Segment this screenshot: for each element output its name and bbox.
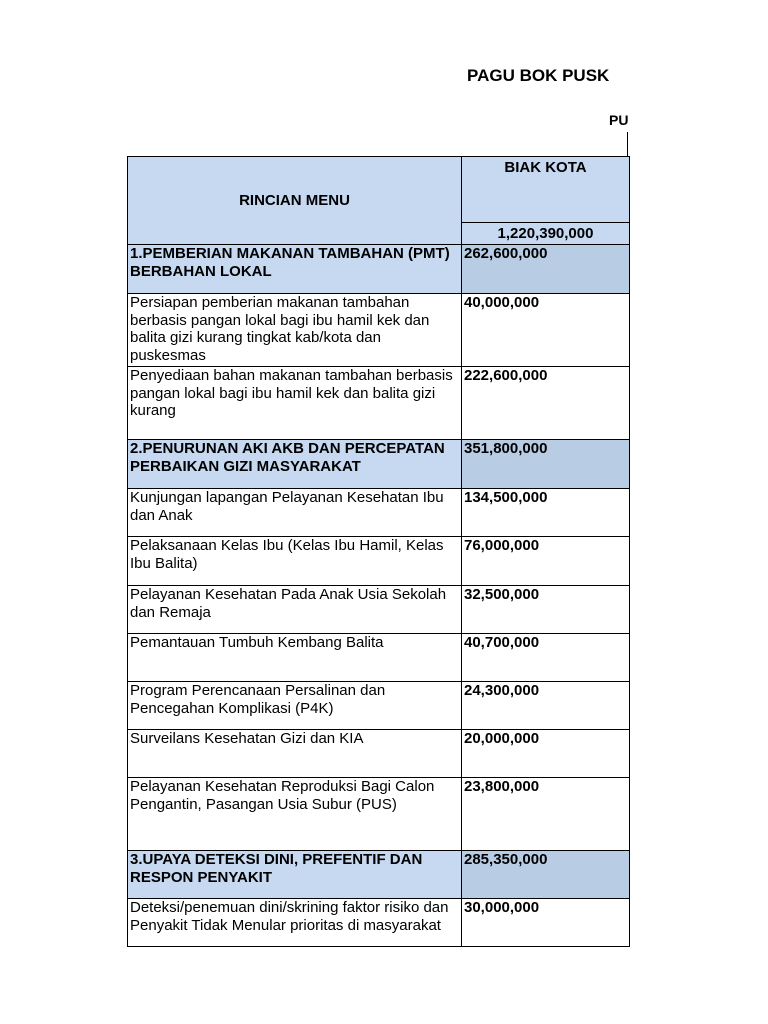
amount-cell: 222,600,000 — [462, 367, 630, 440]
table-row — [128, 586, 630, 634]
amount-cell: 40,700,000 — [462, 634, 630, 682]
table-row — [128, 489, 630, 537]
amount-cell: 24,300,000 — [462, 682, 630, 730]
menu-column-header: RINCIAN MENU — [128, 157, 462, 245]
section-row — [128, 245, 630, 294]
menu-item-label — [128, 730, 462, 778]
amount-cell: 134,500,000 — [462, 489, 630, 537]
menu-item-label — [128, 367, 462, 440]
page-title: PAGU BOK PUSK — [467, 66, 610, 85]
budget-table — [127, 156, 630, 947]
label-text: Penyediaan bahan makanan tambahan berbasis pangan lokal bagi ibu hamil kek dan balita gizi kurang — [130, 367, 453, 419]
amount-cell: 285,350,000 — [462, 851, 630, 899]
table-row — [128, 537, 630, 586]
label-text: 3.UPAYA DETEKSI DINI, PREFENTIF DAN RESPON PENYAKIT — [130, 851, 423, 886]
page-subtitle: PU — [609, 112, 629, 128]
table-row — [128, 682, 630, 730]
label-text: Persiapan pemberian makanan tambahan berbasis pangan lokal bagi ibu hamil kek dan balita gizi kurang tingkat kab/kota dan puskesmas — [130, 294, 430, 364]
menu-item-label — [128, 294, 462, 367]
table-row — [128, 778, 630, 851]
amount-cell: 23,800,000 — [462, 778, 630, 851]
section-label — [128, 851, 462, 899]
table-row — [128, 634, 630, 682]
menu-item-label — [128, 778, 462, 851]
menu-item-label — [128, 489, 462, 537]
table-row — [128, 730, 630, 778]
region-column-header: BIAK KOTA — [462, 157, 630, 223]
amount-cell: 30,000,000 — [462, 899, 630, 947]
header-row — [128, 157, 630, 223]
menu-item-label — [128, 586, 462, 634]
menu-item-label — [128, 899, 462, 947]
amount-cell: 32,500,000 — [462, 586, 630, 634]
label-text: 2.PENURUNAN AKI AKB DAN PERCEPATAN PERBAIKAN GIZI MASYARAKAT — [130, 440, 445, 475]
table-row — [128, 294, 630, 367]
amount-cell: 40,000,000 — [462, 294, 630, 367]
table-row — [128, 899, 630, 947]
label-text: Surveilans Kesehatan Gizi dan KIA — [130, 730, 364, 747]
table-row — [128, 367, 630, 440]
menu-item-label — [128, 537, 462, 586]
budget-table-body — [128, 157, 630, 947]
label-text: Kunjungan lapangan Pelayanan Kesehatan Ibu dan Anak — [130, 489, 444, 524]
label-text: Program Perencanaan Persalinan dan Pencegahan Komplikasi (P4K) — [130, 682, 386, 717]
column-edge-line — [627, 132, 628, 157]
label-text: Pelayanan Kesehatan Pada Anak Usia Sekolah dan Remaja — [130, 586, 447, 621]
section-label — [128, 440, 462, 489]
section-row — [128, 440, 630, 489]
amount-cell: 351,800,000 — [462, 440, 630, 489]
amount-cell: 76,000,000 — [462, 537, 630, 586]
label-text: Pelayanan Kesehatan Reproduksi Bagi Calon Pengantin, Pasangan Usia Subur (PUS) — [130, 778, 435, 813]
amount-cell: 262,600,000 — [462, 245, 630, 294]
amount-cell: 20,000,000 — [462, 730, 630, 778]
label-text: 1.PEMBERIAN MAKANAN TAMBAHAN (PMT) BERBAHAN LOKAL — [130, 245, 450, 280]
total-amount: 1,220,390,000 — [462, 223, 630, 245]
label-text: Deteksi/penemuan dini/skrining faktor risiko dan Penyakit Tidak Menular prioritas di masyarakat — [130, 899, 449, 934]
section-label — [128, 245, 462, 294]
label-text: Pelaksanaan Kelas Ibu (Kelas Ibu Hamil, Kelas Ibu Balita) — [130, 537, 444, 572]
section-row — [128, 851, 630, 899]
menu-item-label — [128, 634, 462, 682]
label-text: Pemantauan Tumbuh Kembang Balita — [130, 634, 384, 651]
menu-item-label — [128, 682, 462, 730]
